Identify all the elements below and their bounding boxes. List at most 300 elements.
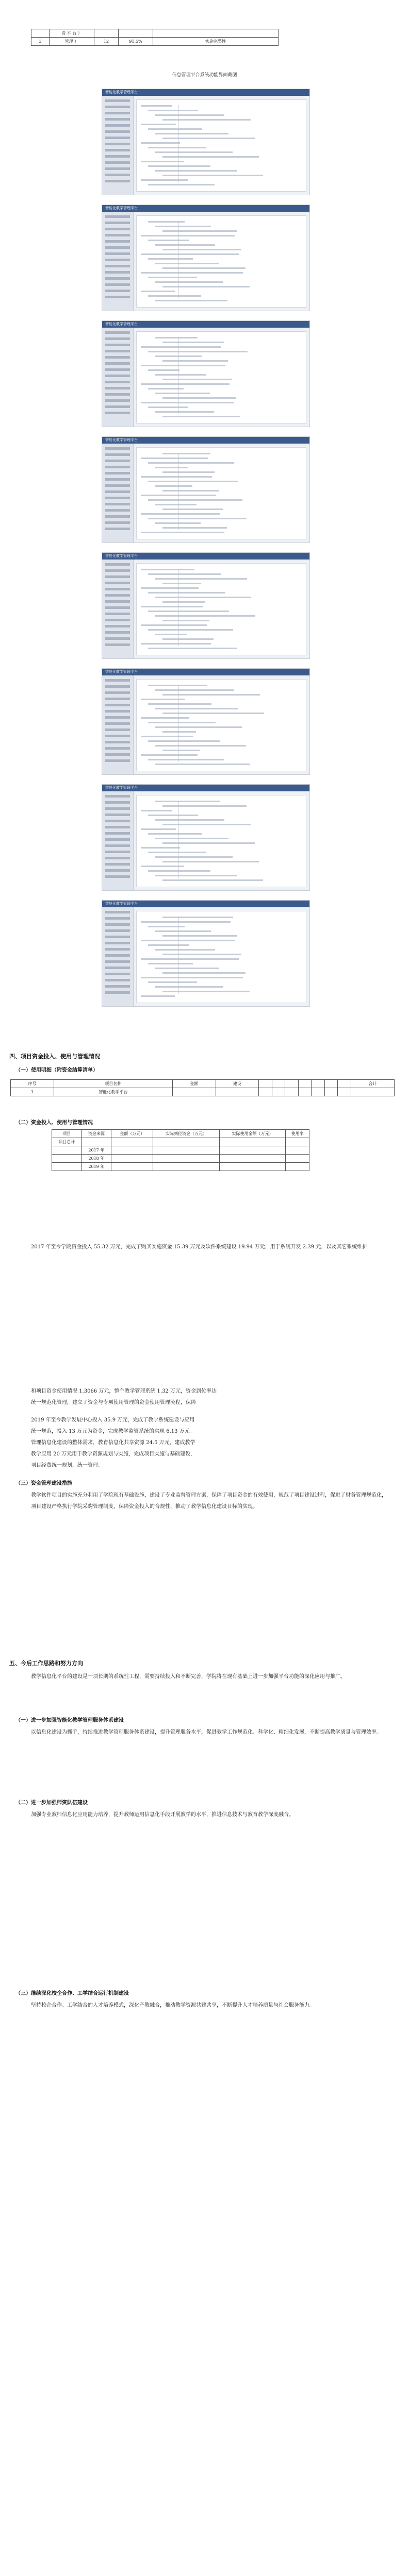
content-line <box>162 805 247 807</box>
content-line <box>155 875 237 876</box>
content-line <box>155 949 215 951</box>
screenshot-main-panel <box>136 563 306 655</box>
screenshot-title: 智能化教学管理平台 <box>105 322 138 326</box>
content-line <box>148 481 238 482</box>
sub-5-1-heading: （一）进一步加强智能化教学管理服务体系建设 <box>15 1718 124 1723</box>
sidebar-item <box>105 112 130 114</box>
sidebar-item <box>105 350 130 352</box>
sidebar-item <box>105 155 130 158</box>
system-screenshot <box>102 784 310 891</box>
screens-caption: 信息管理平台系统功能界面截图 <box>172 73 237 78</box>
section-4-heading: 四、项目资金投入、使用与管理情况 <box>9 1053 100 1060</box>
content-line <box>148 221 185 223</box>
sidebar-item <box>105 381 130 383</box>
content-line <box>155 801 220 802</box>
content-line <box>162 286 250 287</box>
content-line <box>162 954 241 955</box>
content-line <box>155 337 198 338</box>
content-line <box>141 810 172 811</box>
sub-4-1-heading: （一）使用明细（附资金结算清单） <box>15 1067 98 1073</box>
content-line <box>141 717 189 719</box>
sidebar-item <box>105 735 130 737</box>
content-line <box>141 105 172 107</box>
content-line <box>155 745 246 747</box>
content-line <box>155 467 188 468</box>
table-row: 2019 年 <box>52 1163 309 1171</box>
screenshot-title: 智能化教学管理平台 <box>105 902 138 906</box>
body-line-3: 2019 年至今教学发展中心投入 35.9 万元，完成了教学系统建设与应用 <box>31 1417 195 1423</box>
sidebar-item <box>105 973 130 975</box>
content-line <box>155 170 237 172</box>
content-line <box>155 504 197 505</box>
sidebar-item <box>105 137 130 139</box>
content-line <box>141 142 180 144</box>
content-line <box>141 532 224 533</box>
screenshot-main-panel <box>136 99 306 192</box>
table-header-row: 项目 资金来源 金额（万元） 实际到位资金（万元） 实际使用金额（万元） 使用率 <box>52 1130 309 1138</box>
screenshot-sidebar <box>102 444 134 543</box>
content-line <box>148 926 185 927</box>
content-line <box>162 453 210 454</box>
content-line <box>162 249 241 250</box>
content-line <box>162 471 215 473</box>
sidebar-item <box>105 387 130 389</box>
content-line <box>162 360 228 362</box>
para-5-3: 坚持校企合作、工学结合的人才培养模式，深化产教融合，推动教学资源共建共享，不断提升人才培养质量与社会服务能力。 <box>31 2003 315 2008</box>
content-line <box>141 457 208 459</box>
sidebar-item <box>105 594 130 597</box>
sidebar-item <box>105 246 130 249</box>
sidebar-item <box>105 405 130 408</box>
system-screenshot <box>102 436 310 543</box>
para-5-1: 以信息化建设为抓手，持续推进教学管理服务体系建设，提升管理服务水平，促进教学工作规范化、科学化、精细化发展，不断提高教学质量与管理效率。 <box>31 1730 382 1735</box>
sidebar-item <box>105 106 130 108</box>
content-line <box>155 726 242 728</box>
sidebar-item <box>105 277 130 280</box>
sidebar-item <box>105 569 130 572</box>
sidebar-item <box>105 344 130 346</box>
sidebar-item <box>105 704 130 706</box>
sidebar-item <box>105 954 130 957</box>
sidebar-item <box>105 575 130 578</box>
content-line <box>141 606 203 607</box>
sidebar-item <box>105 979 130 981</box>
screenshot-title: 智能化教学管理平台 <box>105 786 138 790</box>
content-line <box>162 935 237 937</box>
screenshot-main-panel <box>136 679 306 771</box>
sidebar-item <box>105 143 130 145</box>
screenshot-title: 智能化教学管理平台 <box>105 90 138 94</box>
sub-5-2-heading: （二）进一步加强师资队伍建设 <box>15 1800 88 1806</box>
sidebar-item <box>105 759 130 762</box>
sidebar-item <box>105 911 130 913</box>
content-line <box>155 856 233 858</box>
sidebar-item <box>105 869 130 872</box>
sidebar-item <box>105 515 130 518</box>
content-line <box>155 355 202 357</box>
screenshot-sidebar <box>102 96 134 195</box>
sidebar-item <box>105 832 130 835</box>
content-line <box>162 230 237 232</box>
content-line <box>155 634 187 635</box>
sidebar-item <box>105 875 130 878</box>
system-screenshot <box>102 320 310 427</box>
content-line <box>155 151 233 153</box>
sidebar-item <box>105 698 130 700</box>
sidebar-item <box>105 490 130 493</box>
sidebar-item <box>105 484 130 487</box>
sidebar-item <box>105 722 130 725</box>
sidebar-item <box>105 215 130 218</box>
sidebar-item <box>105 826 130 828</box>
sidebar-item <box>105 741 130 743</box>
sidebar-item <box>105 466 130 468</box>
content-line <box>141 828 176 830</box>
screenshot-sidebar <box>102 907 134 1006</box>
content-line <box>148 295 201 297</box>
content-line <box>162 509 223 510</box>
content-line <box>155 968 219 969</box>
sidebar-item <box>105 679 130 682</box>
sidebar-item <box>105 222 130 224</box>
section-5-heading: 五、今后工作思路和努力方向 <box>9 1660 83 1667</box>
content-line <box>148 981 197 983</box>
content-line <box>162 750 200 751</box>
screenshot-sidebar <box>102 560 134 658</box>
content-line <box>162 397 236 399</box>
sidebar-item <box>105 613 130 615</box>
content-line <box>148 277 197 278</box>
sidebar-item <box>105 393 130 396</box>
content-line <box>162 416 240 417</box>
sidebar-item <box>105 375 130 377</box>
sidebar-item <box>105 600 130 603</box>
content-line <box>141 569 194 570</box>
content-line <box>141 476 212 478</box>
content-line <box>148 518 247 519</box>
para-5: 教学信息化平台的建设是一项长期的系统性工程，需要持续投入和不断完善，学院将在现有基础上进一步加强平台功能的深化应用与推广。 <box>31 1674 346 1680</box>
sidebar-item <box>105 753 130 756</box>
content-line <box>141 495 216 496</box>
table-header-row: 序号 项目名称 金额 建设 合计 <box>11 1080 395 1088</box>
sidebar-item <box>105 929 130 932</box>
content-line <box>148 499 242 501</box>
sidebar-item <box>105 167 130 170</box>
screenshot-title: 智能化教学管理平台 <box>105 670 138 674</box>
content-line <box>155 819 224 821</box>
content-line <box>148 147 206 148</box>
sidebar-item <box>105 625 130 628</box>
sidebar-item <box>105 259 130 261</box>
content-line <box>155 485 192 487</box>
sidebar-item <box>105 710 130 713</box>
content-line <box>148 833 202 835</box>
content-line <box>141 179 188 181</box>
sidebar-item <box>105 923 130 926</box>
content-line <box>155 764 250 765</box>
sidebar-item <box>105 124 130 127</box>
screenshot-topbar <box>102 437 309 444</box>
content-line <box>162 917 233 918</box>
screenshot-topbar <box>102 89 309 96</box>
sidebar-item <box>105 472 130 474</box>
body-line-5: 管理信息化建设的整体需求，教育信息化共享资源 24.5 万元，建成教学 <box>31 1440 195 1446</box>
system-screenshot <box>102 668 310 775</box>
screenshot-main-panel <box>136 911 306 1003</box>
table-row: 2017 年 <box>52 1146 309 1155</box>
content-line <box>148 852 206 853</box>
sidebar-item <box>105 747 130 750</box>
content-line <box>141 958 239 960</box>
screenshot-topbar <box>102 901 309 907</box>
fund-table <box>52 1129 309 1171</box>
fund-paragraph: 2017 年至今学院资金投入 55.32 万元，完成了购买实施资金 15.39 万元及软件系统建设 19.94 万元，用于系统开发 2.39 元，以及其它系统维护 <box>31 1244 368 1250</box>
sidebar-item <box>105 234 130 236</box>
fund-table-wrap <box>0 1129 409 1171</box>
content-line <box>141 291 175 292</box>
sidebar-item <box>105 271 130 274</box>
sidebar-item <box>105 240 130 243</box>
content-line <box>155 263 219 264</box>
content-line <box>155 986 223 988</box>
sidebar-item <box>105 161 130 164</box>
content-line <box>162 861 259 862</box>
content-line <box>148 648 237 649</box>
sidebar-item <box>105 283 130 286</box>
content-line <box>141 383 230 385</box>
sidebar-item <box>105 368 130 371</box>
sidebar-item <box>105 637 130 640</box>
sidebar-item <box>105 795 130 798</box>
screenshot-topbar <box>102 553 309 560</box>
body-line-4: 统一规范，投入 13 万元为资金，完成教学监管系统的实现 6.13 万元。 <box>31 1429 195 1434</box>
sidebar-item <box>105 497 130 499</box>
body-line-1: 和项目资金使用情况 1.3066 万元，整个教学管理系统 1.32 万元，资金到位率达 <box>31 1388 217 1394</box>
content-line <box>141 643 211 645</box>
content-line <box>141 272 243 274</box>
sidebar-item <box>105 582 130 584</box>
content-line <box>155 578 247 580</box>
sidebar-item <box>105 149 130 151</box>
sidebar-item <box>105 814 130 816</box>
sidebar-item <box>105 356 130 359</box>
screenshot-topbar <box>102 785 309 791</box>
content-line <box>148 592 225 594</box>
sidebar-item <box>105 337 130 340</box>
sidebar-item <box>105 838 130 841</box>
system-screenshot <box>102 552 310 659</box>
content-line <box>155 300 227 301</box>
content-line <box>148 611 229 612</box>
body-line-6: 教学应用 20 万元用于教学资源规划与实施，完成项目实施与基础建设， <box>31 1451 196 1457</box>
sidebar-item <box>105 118 130 121</box>
content-line <box>155 281 223 283</box>
content-line <box>162 583 201 584</box>
content-line <box>155 114 224 116</box>
sidebar-item <box>105 521 130 524</box>
screenshot-title: 智能化教学管理平台 <box>105 554 138 558</box>
content-line <box>141 346 221 348</box>
content-line <box>141 513 220 515</box>
screenshot-topbar <box>102 321 309 328</box>
content-line <box>162 638 214 640</box>
content-line <box>162 731 196 733</box>
sub-5-3-heading: （三）继续深化校企合作、工学结合运行机制建设 <box>15 1991 129 1996</box>
system-screenshot <box>102 900 310 1007</box>
content-line <box>162 119 251 121</box>
sidebar-item <box>105 412 130 414</box>
content-line <box>148 351 248 352</box>
sidebar-item <box>105 948 130 951</box>
content-line <box>155 244 215 246</box>
content-line <box>141 402 234 403</box>
sidebar-item <box>105 478 130 481</box>
content-line <box>148 722 216 723</box>
para-5-2: 加强专业教师信息化应用能力培养，提升教师运用信息化手段开展教学的水平，推进信息技术与教育教学深度融合。 <box>31 1812 294 1818</box>
content-line <box>148 629 233 631</box>
sub-3-heading: （三）资金管理建设措施 <box>15 1481 72 1486</box>
table-row: 3 管理 ） 12 91.5% 实施完整性 <box>31 38 279 46</box>
top-table-wrap <box>0 29 409 46</box>
content-line <box>141 736 193 737</box>
sidebar-item <box>105 863 130 866</box>
content-line <box>162 842 255 844</box>
sidebar-item <box>105 716 130 719</box>
content-line <box>141 754 198 756</box>
content-line <box>155 689 234 691</box>
sidebar-item <box>105 844 130 847</box>
sidebar-item <box>105 252 130 255</box>
content-line <box>155 930 211 932</box>
sidebar-item <box>105 399 130 402</box>
para-3: 教学软件项目的实施充分利用了学院现有基础设施，建设了专业监督管理方案，保障了项目资金的有效使用，规范了项目建设过程，促进了财务管理规范化，项目建设严格执行学院采购管理制度，保障资金投入的合规性，推动了教学信息化建设目标的实现。 <box>31 1493 387 1510</box>
screenshot-main-panel <box>136 331 306 423</box>
sidebar-item <box>105 296 130 298</box>
sidebar-item <box>105 691 130 694</box>
sidebar-item <box>105 801 130 804</box>
content-line <box>148 240 189 241</box>
content-line <box>148 815 198 816</box>
table-row: 资 平 台 ） <box>31 29 279 38</box>
sidebar-item <box>105 180 130 182</box>
screenshot-sidebar <box>102 328 134 427</box>
content-line <box>162 694 260 696</box>
content-line <box>162 490 219 492</box>
content-line <box>141 124 176 125</box>
sidebar-item <box>105 509 130 512</box>
content-line <box>141 940 235 941</box>
sidebar-item <box>105 265 130 267</box>
content-line <box>141 587 199 589</box>
content-line <box>162 379 232 380</box>
content-line <box>162 991 250 992</box>
content-line <box>148 703 211 705</box>
content-line <box>148 184 215 185</box>
sidebar-item <box>105 99 130 102</box>
content-line <box>155 615 255 617</box>
content-line <box>141 624 207 626</box>
screenshot-sidebar <box>102 212 134 311</box>
sidebar-item <box>105 967 130 969</box>
sidebar-item <box>105 362 130 365</box>
content-line <box>141 977 243 978</box>
content-line <box>162 879 263 881</box>
body-line-2: 统一规范化管理，建立了资金与专项使用管理的资金使用管理流程，保障 <box>31 1400 196 1405</box>
screenshot-title: 智能化教学管理平台 <box>105 206 138 210</box>
content-line <box>155 393 210 394</box>
sidebar-item <box>105 985 130 988</box>
screenshot-sidebar <box>102 791 134 890</box>
sidebar-item <box>105 917 130 920</box>
content-line <box>155 838 228 839</box>
sidebar-item <box>105 807 130 810</box>
content-line <box>141 253 239 255</box>
content-line <box>162 620 209 621</box>
content-line <box>148 963 193 964</box>
sidebar-item <box>105 447 130 450</box>
content-line <box>141 235 235 236</box>
screenshot-sidebar <box>102 675 134 774</box>
sidebar-item <box>105 643 130 646</box>
sidebar-item <box>105 619 130 621</box>
sidebar-item <box>105 331 130 334</box>
sidebar-item <box>105 228 130 230</box>
sidebar-item <box>105 942 130 944</box>
top-table <box>31 29 279 46</box>
sidebar-item <box>105 685 130 688</box>
content-line <box>162 342 224 343</box>
sidebar-item <box>105 453 130 456</box>
content-line <box>162 527 227 529</box>
content-line <box>141 365 225 366</box>
screenshot-topbar <box>102 205 309 212</box>
detail-table-wrap <box>0 1079 409 1096</box>
content-line <box>155 133 228 134</box>
screenshot-main-panel <box>136 215 306 308</box>
content-line <box>141 995 175 997</box>
sidebar-item <box>105 960 130 963</box>
detail-table <box>10 1079 395 1096</box>
screenshot-topbar <box>102 669 309 675</box>
content-line <box>148 740 220 742</box>
screenshot-main-panel <box>136 447 306 539</box>
content-line <box>155 597 251 598</box>
content-line <box>148 165 210 167</box>
sidebar-item <box>105 820 130 822</box>
sidebar-item <box>105 936 130 938</box>
content-line <box>155 411 214 413</box>
table-row: 1 智能化教学平台 <box>11 1088 395 1096</box>
content-line <box>155 374 206 376</box>
sidebar-item <box>105 606 130 609</box>
content-line <box>162 138 255 139</box>
content-line <box>141 699 185 700</box>
content-line <box>141 921 231 923</box>
screenshot-main-panel <box>136 795 306 887</box>
table-row: 2018 年 <box>52 1155 309 1163</box>
content-line <box>155 708 238 709</box>
sidebar-item <box>105 857 130 859</box>
sidebar-item <box>105 174 130 176</box>
sidebar-item <box>105 290 130 292</box>
content-line <box>148 944 189 946</box>
content-line <box>155 226 211 227</box>
sidebar-item <box>105 130 130 133</box>
sidebar-item <box>105 991 130 994</box>
content-line <box>162 156 259 158</box>
content-line <box>162 824 251 825</box>
content-line <box>148 110 198 111</box>
